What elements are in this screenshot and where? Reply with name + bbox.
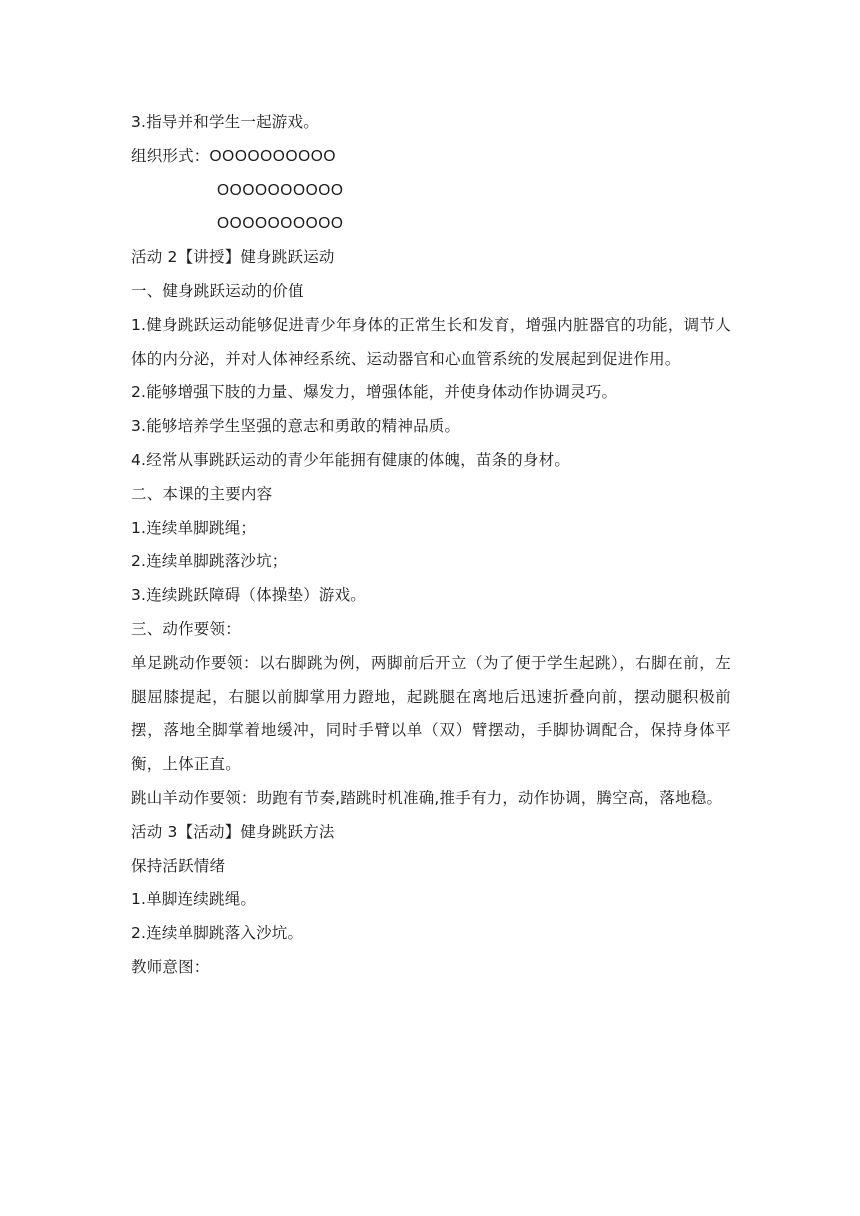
formation-row-3: OOOOOOOOOO: [217, 215, 344, 233]
value-item-2: 2.能够增强下肢的力量、爆发力，增强体能，并使身体动作协调灵巧。: [131, 383, 618, 402]
single-foot-jump-paragraph: 单足跳动作要领：以右脚跳为例，两脚前后开立（为了便于学生起跳），右脚在前，左腿屈膝提起，右腿以前脚掌用力蹬地，起跳腿在离地后迅速折叠向前，摆动腿积极前摆，落地全脚掌着地缓冲，同时手臂以单（双）臂摆动，手脚协调配合，保持身体平衡，上体正直。: [131, 653, 731, 774]
goat-jump-paragraph: 跳山羊动作要领：助跑有节奏,踏跳时机准确,推手有力，动作协调，腾空高，落地稳。: [131, 788, 723, 807]
organization-form-row: [131, 140, 731, 174]
formation-row-2: OOOOOOOOOO: [217, 181, 344, 199]
content-item-2: 2.连续单脚跳落沙坑；: [131, 552, 288, 571]
value-item-3: 3.能够培养学生坚强的意志和勇敢的精神品质。: [131, 417, 461, 436]
method-item-2: 2.连续单脚跳落入沙坑。: [131, 924, 304, 943]
content-item-3: 3.连续跳跃障碍（体操垫）游戏。: [131, 586, 366, 605]
document-page: [131, 106, 731, 985]
organization-form-label: 组织形式：: [131, 146, 210, 165]
section-2-heading: 二、本课的主要内容: [131, 484, 273, 503]
formation-row-1: OOOOOOOOOO: [209, 147, 337, 165]
activity-2-heading: 活动 2【讲授】健身跳跃运动: [131, 248, 335, 267]
keep-active-line: 保持活跃情绪: [131, 856, 226, 875]
value-item-1: 1.健身跳跃运动能够促进青少年身体的正常生长和发育，增强内脏器官的功能，调节人体的内分泌，并对人体神经系统、运动器官和心血管系统的发展起到促进作用。: [131, 315, 731, 368]
content-item-1: 1.连续单脚跳绳；: [131, 518, 257, 537]
method-item-1: 1.单脚连续跳绳。: [131, 890, 257, 909]
section-1-heading: 一、健身跳跃运动的价值: [131, 281, 304, 300]
section-3-heading: 三、动作要领：: [131, 619, 241, 638]
value-item-4: 4.经常从事跳跃运动的青少年能拥有健康的体魄，苗条的身材。: [131, 450, 571, 469]
teacher-intent-line: 教师意图：: [131, 957, 210, 976]
activity-3-heading: 活动 3【活动】健身跳跃方法: [131, 822, 335, 841]
guide-line: 3.指导并和学生一起游戏。: [131, 113, 319, 131]
